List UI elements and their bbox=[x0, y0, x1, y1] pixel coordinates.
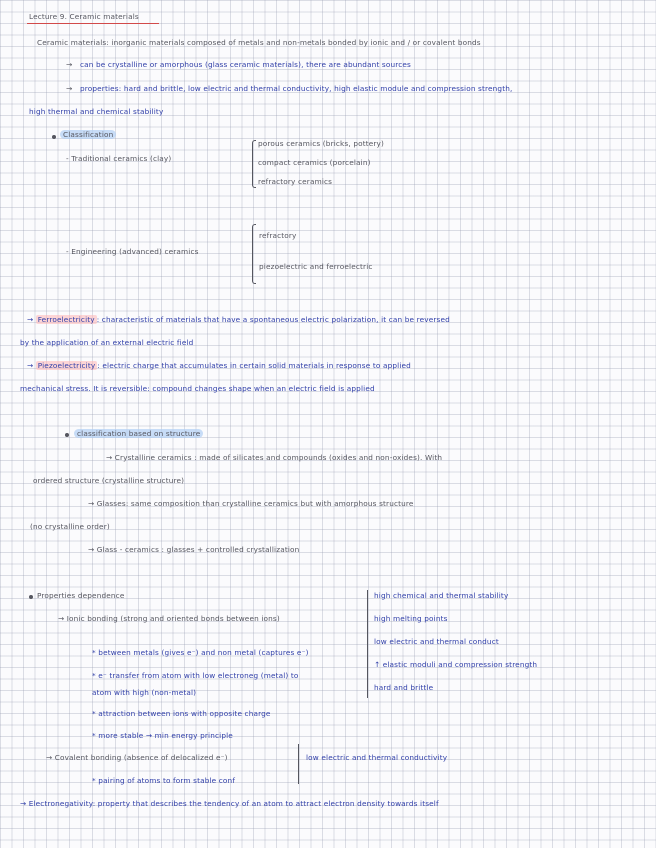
ionic-detail-row bbox=[92, 648, 309, 658]
ferro-line1 bbox=[27, 315, 450, 325]
bullet-icon bbox=[65, 433, 69, 437]
covalent-detail: pairing of atoms to form stable conf bbox=[98, 776, 236, 785]
crystalline-text: Crystalline ceramics : made of silicates and compounds (oxides and non-oxides). With bbox=[114, 453, 443, 462]
piezo-term: Piezoelectricity bbox=[37, 361, 96, 370]
star-icon: * bbox=[92, 648, 99, 657]
arrow-right-icon: → bbox=[20, 799, 29, 808]
glasses-line2: (no crystalline order) bbox=[30, 522, 110, 531]
arrow-right-icon: → bbox=[66, 84, 73, 93]
ionic-prop: high melting points bbox=[374, 614, 448, 623]
crystalline-line2: ordered structure (crystalline structure) bbox=[33, 476, 185, 485]
engineering-label: Engineering (advanced) ceramics bbox=[71, 247, 199, 256]
electroneg-definition: : property that describes the tendency of an atom to attract electron density towards itself bbox=[92, 799, 439, 808]
piezo-line1 bbox=[27, 361, 411, 371]
ionic-detail: between metals (gives e⁻) and non metal (captures e⁻) bbox=[98, 648, 309, 657]
bracket-line bbox=[298, 744, 299, 784]
engineering-item: refractory bbox=[259, 231, 297, 240]
ionic-prop: hard and brittle bbox=[374, 683, 434, 692]
classification-label: Classification bbox=[60, 130, 116, 139]
arrow-right-icon: → bbox=[106, 453, 115, 462]
brace-icon bbox=[252, 140, 256, 188]
piezo-definition: : electric charge that accumulates in certain solid materials in response to applied bbox=[97, 361, 411, 370]
ferro-term: Ferroelectricity bbox=[37, 315, 95, 324]
glasses-text: Glasses: same composition than crystalline ceramics but with amorphous structure bbox=[96, 499, 414, 508]
ionic-detail: attraction between ions with opposite charge bbox=[98, 709, 271, 718]
electroneg-term: Electronegativity bbox=[28, 799, 93, 808]
arrow-right-icon: → bbox=[46, 753, 55, 762]
structure-label: classification based on structure bbox=[74, 429, 203, 438]
electroneg-line bbox=[20, 799, 439, 809]
bracket-line bbox=[367, 590, 368, 698]
ionic-prop: ↑ elastic moduli and compression strength bbox=[374, 660, 538, 669]
title-underline bbox=[27, 23, 159, 24]
glasses-line1 bbox=[88, 499, 414, 509]
ionic-prop: low electric and thermal conduct bbox=[374, 637, 499, 646]
covalent-bonding-row bbox=[46, 753, 228, 763]
ionic-prop: high chemical and thermal stability bbox=[374, 591, 509, 600]
glass-ceramics-line bbox=[88, 545, 299, 555]
point-properties-line2: high thermal and chemical stability bbox=[29, 107, 164, 116]
brace-icon bbox=[252, 224, 256, 284]
ionic-detail-continuation: atom with high (non-metal) bbox=[92, 688, 197, 697]
arrow-right-icon: → bbox=[58, 614, 67, 623]
covalent-prop: low electric and thermal conductivity bbox=[306, 753, 448, 762]
ferro-line2: by the application of an external electric field bbox=[20, 338, 194, 347]
traditional-item: refractory ceramics bbox=[258, 177, 333, 186]
ionic-detail: more stable → min energy principle bbox=[98, 731, 233, 740]
piezo-line2: mechanical stress. It is reversible: compound changes shape when an electric field is applied bbox=[20, 384, 375, 393]
ionic-bonding: Ionic bonding (strong and oriented bonds between ions) bbox=[66, 614, 280, 623]
star-icon: * bbox=[92, 709, 99, 718]
covalent-bonding: Covalent bonding (absence of delocalized e⁻) bbox=[54, 753, 228, 762]
engineering-item: piezoelectric and ferroelectric bbox=[259, 262, 373, 271]
traditional-label: Traditional ceramics (clay) bbox=[71, 154, 172, 163]
arrow-right-icon: → bbox=[27, 361, 36, 370]
point-crystalline: can be crystalline or amorphous (glass ceramic materials), there are abundant sources bbox=[80, 60, 412, 69]
engineering-label-row bbox=[66, 247, 199, 257]
bullet-icon bbox=[29, 595, 33, 599]
page-title bbox=[29, 12, 139, 22]
traditional-item: compact ceramics (porcelain) bbox=[258, 158, 371, 167]
ionic-detail: e⁻ transfer from atom with low electroneg (metal) to bbox=[98, 671, 299, 680]
arrow-right-icon: → bbox=[88, 545, 97, 554]
traditional-label-row bbox=[66, 154, 171, 164]
ferro-definition: : characteristic of materials that have a spontaneous electric polarization, it can be reversed bbox=[96, 315, 450, 324]
arrow-right-icon: → bbox=[27, 315, 36, 324]
star-icon: * bbox=[92, 671, 99, 680]
properties-dependence: Properties dependence bbox=[37, 591, 125, 600]
arrow-right-icon: → bbox=[66, 60, 73, 69]
structure-heading bbox=[74, 429, 203, 439]
dash-icon: - bbox=[66, 154, 72, 163]
ionic-bonding-row bbox=[58, 614, 280, 624]
definition-line: Ceramic materials: inorganic materials composed of metals and non-metals bonded by ionic and / or covalent bonds bbox=[37, 38, 481, 47]
ionic-detail-row bbox=[92, 671, 299, 681]
title-text: Lecture 9. Ceramic materials bbox=[29, 12, 139, 21]
crystalline-line1 bbox=[106, 453, 442, 463]
star-icon: * bbox=[92, 776, 99, 785]
glass-ceramics-text: Glass - ceramics : glasses + controlled crystallization bbox=[96, 545, 300, 554]
dash-icon: - bbox=[66, 247, 72, 256]
covalent-detail-row bbox=[92, 776, 235, 786]
arrow-right-icon: → bbox=[88, 499, 97, 508]
point-properties-line1: properties: hard and brittle, low electric and thermal conductivity, high elastic module and compression strength, bbox=[80, 84, 513, 93]
ionic-detail-row bbox=[92, 731, 233, 741]
ionic-detail-row bbox=[92, 709, 271, 719]
star-icon: * bbox=[92, 731, 99, 740]
traditional-item: porous ceramics (bricks, pottery) bbox=[258, 139, 384, 148]
classification-heading bbox=[60, 130, 116, 140]
bullet-icon bbox=[52, 135, 56, 139]
